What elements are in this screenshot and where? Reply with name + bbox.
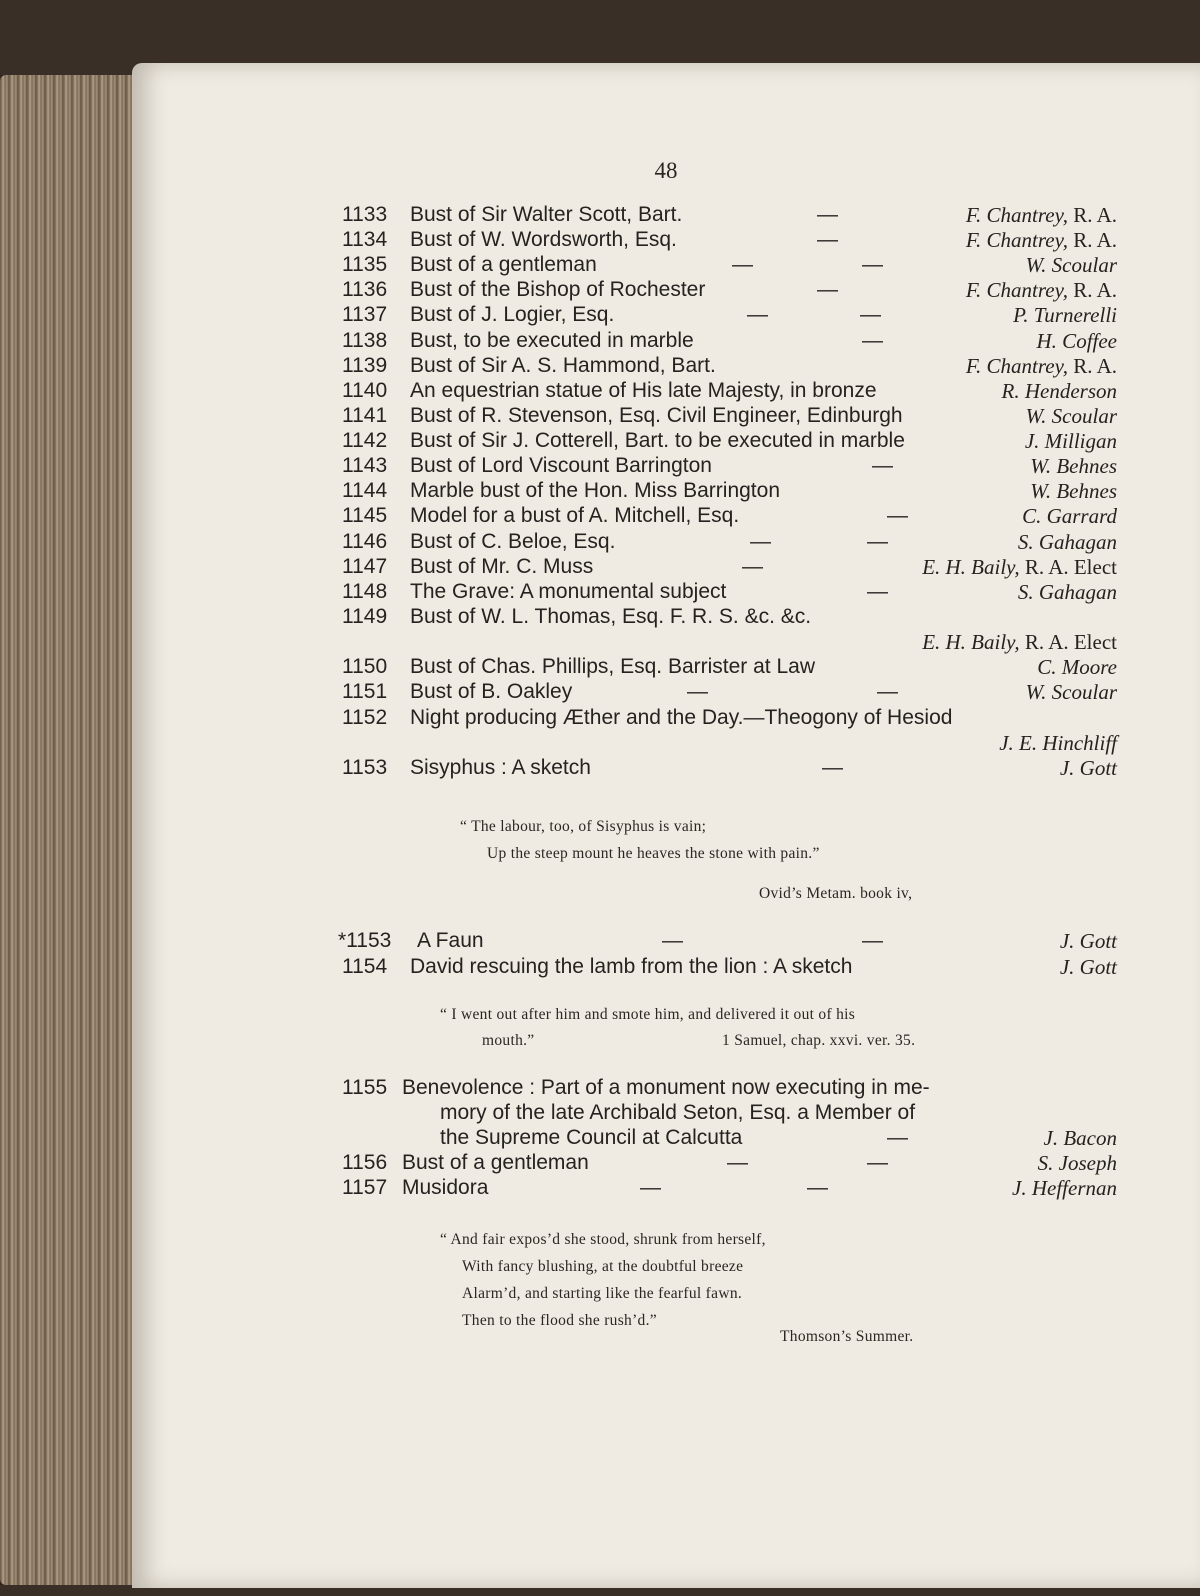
catalogue-entry: 1143 Bust of Lord Viscount Barrington — W. Behnes [342, 454, 1117, 478]
catalogue-entry: 1156 Bust of a gentleman — — S. Joseph [342, 1151, 1117, 1175]
catalogue-entry: 1135 Bust of a gentleman — — W. Scoular [342, 253, 1117, 277]
catalogue-entry: 1136 Bust of the Bishop of Rochester — F. Chantrey, R. A. [342, 278, 1117, 302]
quote-source: 1 Samuel, chap. xxvi. ver. 35. [722, 1032, 916, 1049]
catalogue-entry: 1139 Bust of Sir A. S. Hammond, Bart. F. Chantrey, R. A. [342, 354, 1117, 378]
quote-line: Alarm’d, and starting like the fearful fawn. [462, 1285, 743, 1302]
quote-line: Then to the flood she rush’d.” [462, 1312, 657, 1329]
book-page [132, 63, 1200, 1588]
quote-line: Up the steep mount he heaves the stone with pain.” [487, 845, 820, 862]
page-edges [0, 75, 138, 1585]
catalogue-entry: 1142 Bust of Sir J. Cotterell, Bart. to be executed in marble J. Milligan [342, 429, 1117, 453]
catalogue-entry: *1153 A Faun — — J. Gott [338, 929, 1117, 953]
page-number: 48 [654, 158, 678, 183]
catalogue-entry: 1146 Bust of C. Beloe, Esq. — — S. Gahagan [342, 530, 1117, 554]
catalogue-entry: 1141 Bust of R. Stevenson, Esq. Civil Engineer, Edinburgh W. Scoular [342, 404, 1117, 428]
catalogue-entry: 1152 Night producing Æther and the Day.—Theogony of Hesiod [342, 706, 953, 729]
catalogue-entry: 1140 An equestrian statue of His late Majesty, in bronze R. Henderson [342, 379, 1117, 403]
catalogue-entry: 1144 Marble bust of the Hon. Miss Barrington W. Behnes [342, 479, 1117, 503]
catalogue-entry: 1157 Musidora — — J. Heffernan [342, 1176, 1117, 1200]
catalogue-entry: 1145 Model for a bust of A. Mitchell, Esq. — C. Garrard [342, 504, 1117, 528]
catalogue-entry-continuation: the Supreme Council at Calcutta — J. Bacon [440, 1126, 1117, 1150]
catalogue-entry-continuation: mory of the late Archibald Seton, Esq. a Member of [440, 1101, 916, 1124]
quote-source: Ovid’s Metam. book iv, [759, 885, 913, 902]
catalogue-entry: 1149 Bust of W. L. Thomas, Esq. F. R. S. &c. &c. [342, 605, 812, 628]
catalogue-entry: 1150 Bust of Chas. Phillips, Esq. Barrister at Law C. Moore [342, 655, 1117, 679]
catalogue-entry: 1138 Bust, to be executed in marble — H. Coffee [342, 329, 1117, 353]
quote-line: With fancy blushing, at the doubtful breeze [462, 1258, 744, 1275]
catalogue-entry-continuation: E. H. Baily, R. A. Elect [922, 630, 1117, 654]
catalogue-entry: 1154 David rescuing the lamb from the lion : A sketch J. Gott [342, 955, 1117, 979]
catalogue-entry: 1134 Bust of W. Wordsworth, Esq. — F. Chantrey, R. A. [342, 228, 1117, 252]
catalogue-entry: 1155 Benevolence : Part of a monument now executing in me- [342, 1076, 930, 1099]
catalogue-entry: 1148 The Grave: A monumental subject — S. Gahagan [342, 580, 1117, 604]
quote-line: “ And fair expos’d she stood, shrunk from herself, [440, 1231, 766, 1248]
catalogue-entry: 1147 Bust of Mr. C. Muss — E. H. Baily, R. A. Elect [342, 555, 1117, 579]
catalogue-entry: 1137 Bust of J. Logier, Esq. — — P. Turnerelli [342, 303, 1117, 327]
quote-source: Thomson’s Summer. [780, 1328, 914, 1345]
catalogue-entry-continuation: J. E. Hinchliff [999, 731, 1117, 755]
catalogue-entry: 1153 Sisyphus : A sketch — J. Gott [342, 756, 1117, 780]
catalogue-entry: 1133 Bust of Sir Walter Scott, Bart. — F. Chantrey, R. A. [342, 203, 1117, 227]
quote-line: mouth.” [482, 1032, 535, 1049]
quote-line: “ The labour, too, of Sisyphus is vain; [460, 818, 707, 835]
catalogue-entry: 1151 Bust of B. Oakley — — W. Scoular [342, 680, 1117, 704]
quote-line: “ I went out after him and smote him, and delivered it out of his [440, 1006, 856, 1023]
